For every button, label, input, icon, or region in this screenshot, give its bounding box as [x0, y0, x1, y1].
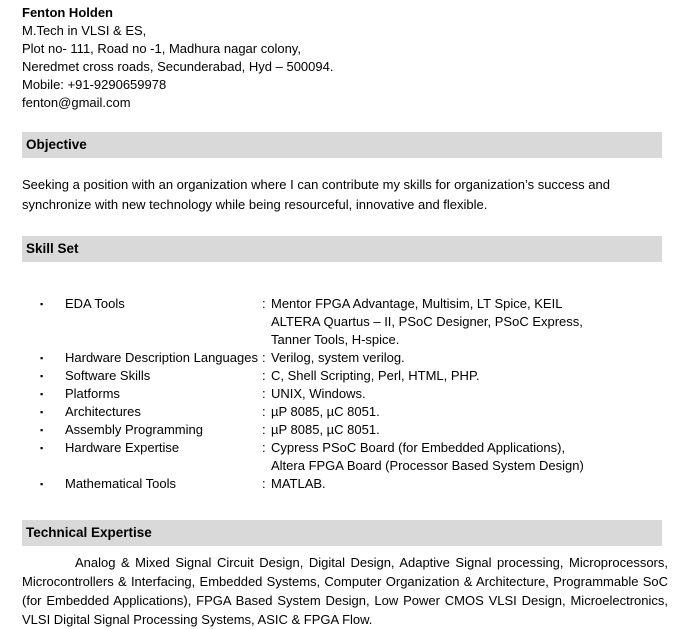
skill-value-line: UNIX, Windows. — [271, 386, 366, 401]
skill-row — [22, 475, 668, 493]
skills-list — [22, 295, 668, 493]
contact-line: Mobile: +91-9290659978 — [22, 77, 167, 92]
skill-separator: : — [262, 440, 266, 455]
skill-separator: : — [262, 368, 266, 383]
skill-separator: : — [262, 404, 266, 419]
section-title: Technical Expertise — [26, 525, 152, 540]
section-header-objective — [22, 132, 662, 158]
skill-label: Assembly Programming — [65, 422, 203, 437]
skill-value-line: µP 8085, µC 8051. — [271, 422, 380, 437]
bullet-icon: ▪ — [40, 353, 44, 363]
skill-label: Architectures — [65, 404, 141, 419]
skill-label: EDA Tools — [65, 296, 125, 311]
skill-value — [271, 349, 668, 367]
skill-label: Hardware Description Languages — [65, 350, 258, 365]
contact-line: Neredmet cross roads, Secunderabad, Hyd – 500094. — [22, 59, 334, 74]
skill-value — [271, 439, 668, 475]
skill-value — [271, 385, 668, 403]
section-header-skill-set — [22, 236, 662, 262]
bullet-icon: ▪ — [40, 389, 44, 399]
skill-label: Software Skills — [65, 368, 151, 383]
bullet-icon: ▪ — [40, 371, 44, 381]
section-header-technical-expertise — [22, 520, 662, 546]
contact-header — [22, 4, 668, 112]
skill-row — [22, 403, 668, 421]
skill-row — [22, 421, 668, 439]
skill-label: Hardware Expertise — [65, 440, 180, 455]
skill-value-line: Tanner Tools, H-spice. — [271, 332, 400, 347]
skill-label: Platforms — [65, 386, 120, 401]
skill-row — [22, 439, 668, 475]
skill-value-line: Mentor FPGA Advantage, Multisim, LT Spice, KEIL — [271, 296, 563, 311]
skill-value — [271, 403, 668, 421]
skill-row — [22, 367, 668, 385]
contact-line: M.Tech in VLSI & ES, — [22, 23, 147, 38]
bullet-icon: ▪ — [40, 299, 44, 309]
skill-label: Mathematical Tools — [65, 476, 177, 491]
skill-separator: : — [262, 386, 266, 401]
skill-value — [271, 421, 668, 439]
bullet-icon: ▪ — [40, 479, 44, 489]
skill-value-line: ALTERA Quartus – II, PSoC Designer, PSoC Express, — [271, 314, 583, 329]
skill-row — [22, 349, 668, 367]
skill-separator: : — [262, 296, 266, 311]
skill-separator: : — [262, 350, 266, 365]
skill-value-line: Cypress PSoC Board (for Embedded Applications), — [271, 440, 566, 455]
skill-value — [271, 295, 668, 349]
skill-row — [22, 385, 668, 403]
skill-value-line: C, Shell Scripting, Perl, HTML, PHP. — [271, 368, 480, 383]
skill-value-line: MATLAB. — [271, 476, 326, 491]
skill-row — [22, 295, 668, 349]
contact-lines — [22, 22, 668, 112]
skill-value — [271, 475, 668, 493]
technical-expertise-text: Analog & Mixed Signal Circuit Design, Digital Design, Adaptive Signal processing, Microprocessors, Microcontrollers & Interfacing, Embedded Systems, Computer Organization & Architecture, Programmable SoC (for Embedded Applications), FPGA Based System Design, Low Power CMOS VLSI Design, Microelectronics, VLSI Digital Signal Processing Systems, ASIC & FPGA Flow. — [22, 555, 668, 627]
contact-line: Plot no- 111, Road no -1, Madhura nagar colony, — [22, 41, 301, 56]
skill-value-line: µP 8085, µC 8051. — [271, 404, 380, 419]
bullet-icon: ▪ — [40, 407, 44, 417]
skill-value-line: Verilog, system verilog. — [271, 350, 405, 365]
candidate-name: Fenton Holden — [22, 5, 113, 20]
section-title: Skill Set — [26, 241, 79, 256]
skill-separator: : — [262, 476, 266, 491]
skill-value — [271, 367, 668, 385]
bullet-icon: ▪ — [40, 443, 44, 453]
section-title: Objective — [26, 137, 87, 152]
bullet-icon: ▪ — [40, 425, 44, 435]
skill-value-line: Altera FPGA Board (Processor Based System Design) — [271, 458, 584, 473]
skill-separator: : — [262, 422, 266, 437]
objective-text: Seeking a position with an organization where I can contribute my skills for organization’s success and synchronize with new technology while being resourceful, innovative and flexible. — [22, 177, 610, 212]
contact-line: fenton@gmail.com — [22, 95, 131, 110]
